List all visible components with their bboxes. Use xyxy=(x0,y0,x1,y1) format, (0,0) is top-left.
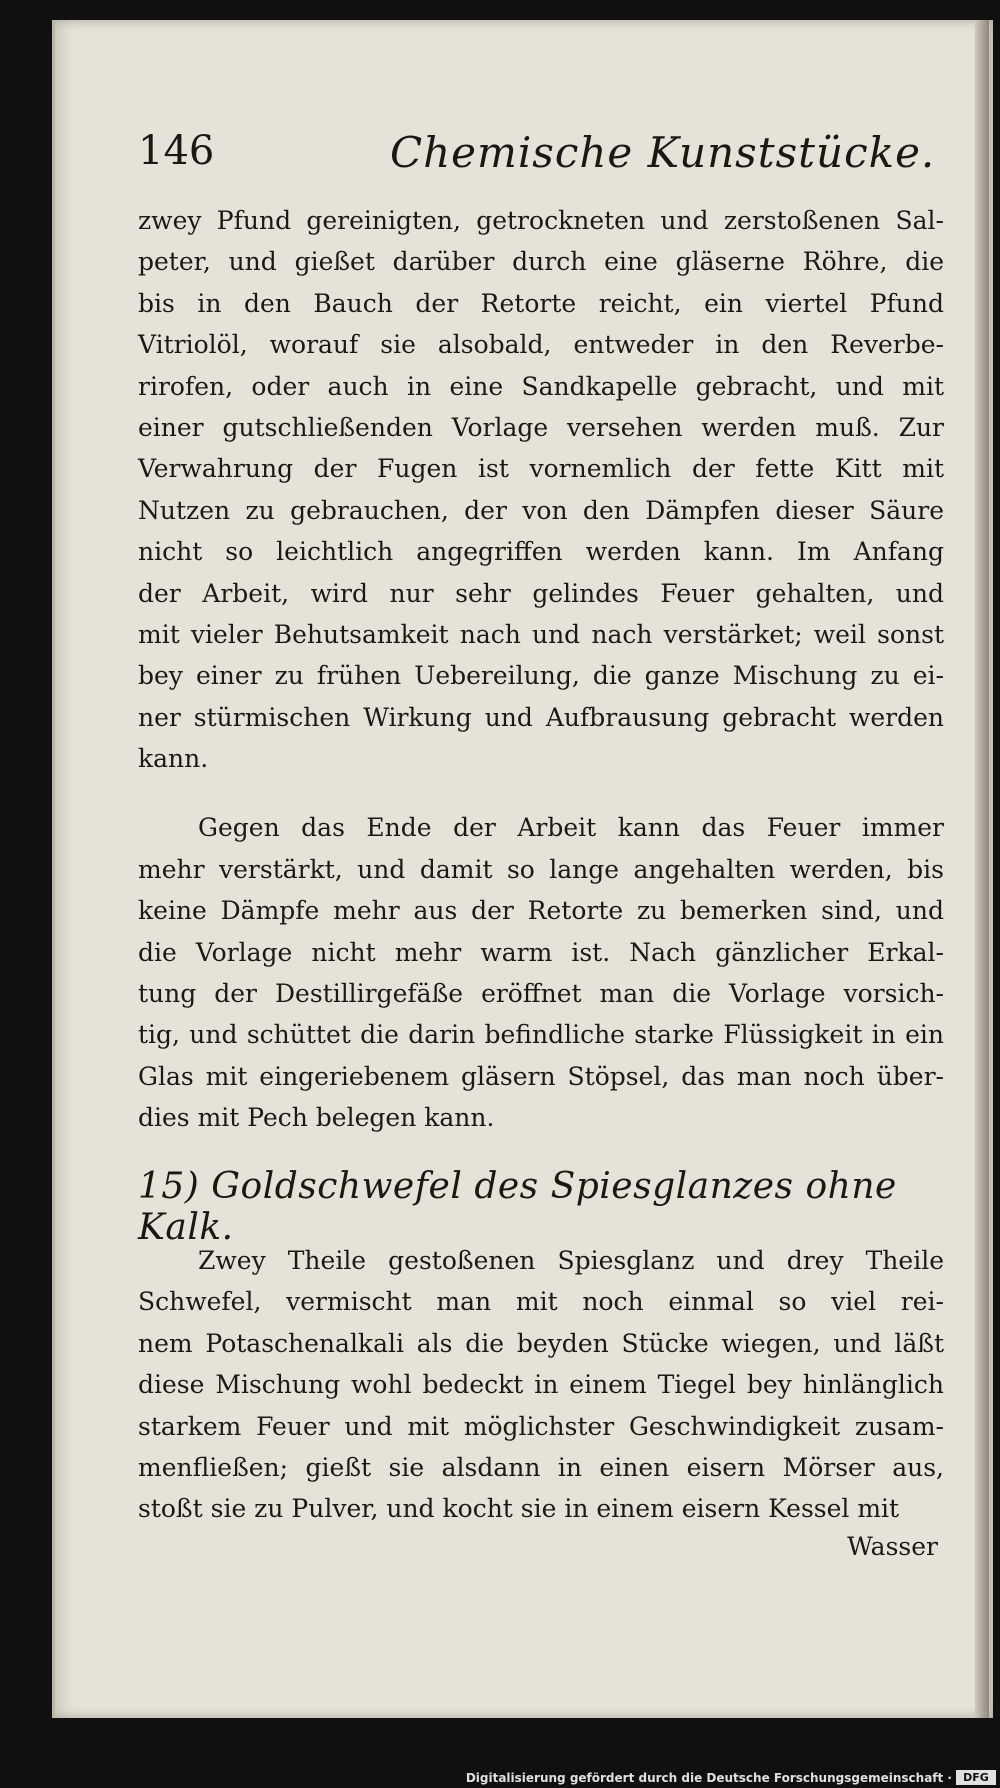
text-line: dies mit Pech belegen kann. xyxy=(138,1103,495,1133)
text-line: peter, und gießet darüber durch eine gläserne Röhre, die xyxy=(138,247,944,277)
text-line: rirofen, oder auch in eine Sandkapelle gebracht, und mit xyxy=(138,371,944,401)
text-line: Glas mit eingeriebenem gläsern Stöpsel, das man noch über- xyxy=(138,1061,944,1091)
text-line: der Arbeit, wird nur sehr gelindes Feuer gehalten, und xyxy=(138,578,944,608)
page-number: 146 xyxy=(138,128,215,174)
text-line: tung der Destillirgefäße eröffnet man die Vorlage vorsich- xyxy=(138,979,944,1009)
text-line: Vitriolöl, worauf sie alsobald, entweder in den Reverbe- xyxy=(138,330,944,360)
paragraph-1 xyxy=(138,200,944,779)
text-line: mehr verstärkt, und damit so lange angehalten werden, bis xyxy=(138,854,944,884)
text-line: bey einer zu frühen Uebereilung, die ganze Mischung zu ei- xyxy=(138,661,944,691)
text-line: menfließen; gießt sie alsdann in einen eisern Mörser aus, xyxy=(138,1452,944,1482)
text-line: tig, und schüttet die darin befindliche starke Flüssigkeit in ein xyxy=(138,1020,944,1050)
text-line: Schwefel, vermischt man mit noch einmal so viel rei- xyxy=(138,1287,944,1317)
text-line: Zwey Theile gestoßenen Spiesglanz und drey Theile xyxy=(198,1246,944,1275)
text-line: starkem Feuer und mit möglichster Geschwindigkeit zusam- xyxy=(138,1411,944,1441)
section-text xyxy=(138,1240,944,1530)
text-line: diese Mischung wohl bedeckt in einem Tiegel bey hinlänglich xyxy=(138,1370,944,1400)
text-line: mit vieler Behutsamkeit nach und nach verstärket; weil sonst xyxy=(138,619,944,649)
main-text xyxy=(138,200,944,1139)
text-line: stoßt sie zu Pulver, und kocht sie in einem eisern Kessel mit xyxy=(138,1494,900,1524)
text-line: nem Potaschenalkali als die beyden Stücke wiegen, und läßt xyxy=(138,1328,944,1358)
text-line: nicht so leichtlich angegriffen werden kann. Im Anfang xyxy=(138,537,944,567)
catchword: Wasser xyxy=(847,1532,938,1561)
page-edge xyxy=(975,20,989,1718)
paragraph-2 xyxy=(138,807,944,1138)
text-line: ner stürmischen Wirkung und Aufbrausung gebracht werden xyxy=(138,702,944,732)
text-line: einer gutschließenden Vorlage versehen werden muß. Zur xyxy=(138,412,944,442)
dfg-logo-icon: DFG xyxy=(956,1770,996,1785)
text-line: Nutzen zu gebrauchen, der von den Dämpfen dieser Säure xyxy=(138,495,944,525)
digitization-credit: Digitalisierung gefördert durch die Deutsche Forschungsgemeinschaft · xyxy=(465,1771,952,1785)
text-line: zwey Pfund gereinigten, getrockneten und zerstoßenen Sal- xyxy=(138,206,944,235)
running-head: Chemische Kunststücke. xyxy=(390,128,936,177)
section-heading: 15) Goldschwefel des Spiesglanzes ohne Kalk. xyxy=(138,1166,897,1248)
text-line: bis in den Bauch der Retorte reicht, ein viertel Pfund xyxy=(138,288,944,318)
text-line: Gegen das Ende der Arbeit kann das Feuer immer xyxy=(198,813,944,843)
text-line: Verwahrung der Fugen ist vornemlich der fette Kitt mit xyxy=(138,454,944,484)
text-line: keine Dämpfe mehr aus der Retorte zu bemerken sind, und xyxy=(138,896,944,926)
page-header xyxy=(0,128,1000,188)
text-line: die Vorlage nicht mehr warm ist. Nach gänzlicher Erkal- xyxy=(138,937,944,967)
paragraph-3 xyxy=(138,1240,944,1530)
text-line: kann. xyxy=(138,744,209,774)
footer-bar xyxy=(0,1766,1000,1788)
